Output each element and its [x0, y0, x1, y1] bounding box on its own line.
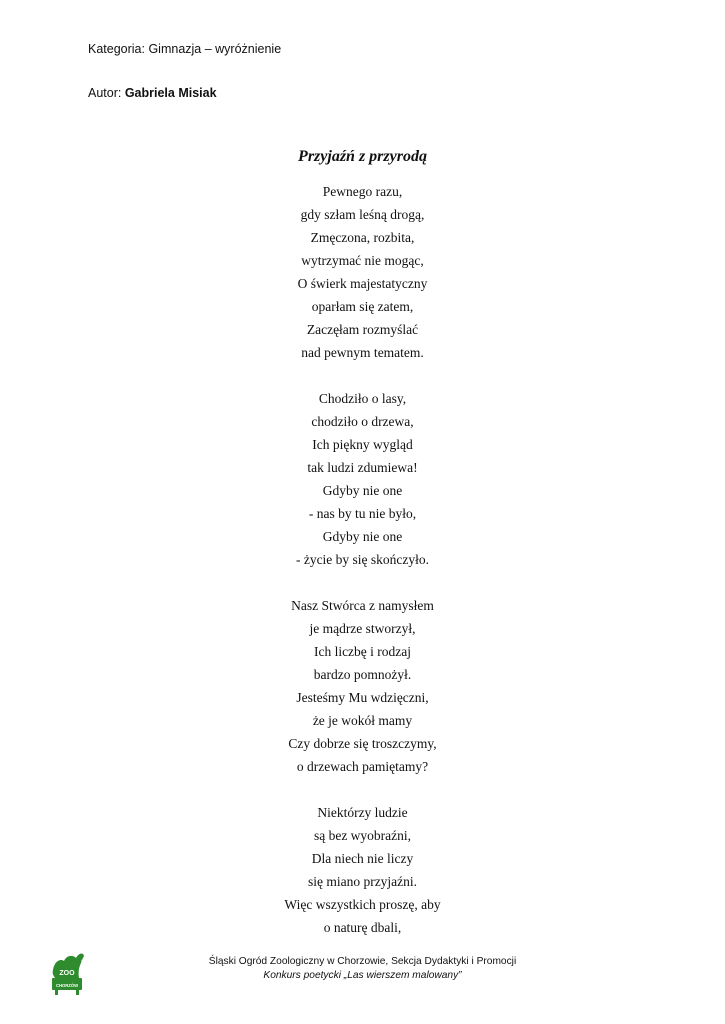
poem-line: chodziło o drzewa, [311, 414, 414, 429]
author-line [88, 86, 217, 100]
poem-line: Gdyby nie one [322, 483, 403, 498]
poem-line: o naturę dbali, [323, 920, 402, 935]
logo-text-top: ZOO [59, 970, 75, 977]
footer-contest: Konkurs poetycki „Las wierszem malowany” [263, 970, 462, 981]
poem-line: Niektórzy ludzie [317, 805, 408, 820]
author-name: Gabriela Misiak [124, 86, 217, 100]
poem-line: o drzewach pamiętamy? [296, 759, 429, 774]
poem-line: wytrzymać nie mogąc, [301, 253, 424, 268]
stanza-gap [0, 571, 725, 594]
poem-line: - nas by tu nie było, [308, 506, 417, 521]
author-label: Autor: [88, 86, 125, 100]
category-label: Kategoria: Gimnazja – wyróżnienie [88, 42, 282, 56]
poem-line: Zmęczona, rozbita, [310, 230, 415, 245]
poem-line: się miano przyjaźni. [307, 874, 418, 889]
poem-line: Dla niech nie liczy [311, 851, 414, 866]
poem-line: że je wokół mamy [312, 713, 413, 728]
poem-line: je mądrze stworzył, [309, 621, 416, 636]
poem-line: są bez wyobraźni, [313, 828, 412, 843]
stanza-gap [0, 778, 725, 801]
poem-line: - życie by się skończyło. [295, 552, 430, 567]
poem-line: Zaczęłam rozmyślać [306, 322, 419, 337]
poem-line: Ich liczbę i rodzaj [313, 644, 412, 659]
poem-body [0, 180, 725, 939]
logo-text-bottom: CHORZÓW [55, 983, 79, 988]
poem-line: bardzo pomnożył. [313, 667, 412, 682]
poem-line: oparłam się zatem, [311, 299, 414, 314]
footer [0, 955, 725, 983]
poem-line: Chodziło o lasy, [318, 391, 407, 406]
poem-line: tak ludzi zdumiewa! [307, 460, 418, 475]
poem-line: nad pewnym tematem. [301, 345, 424, 360]
poem-line: Ich piękny wygląd [312, 437, 413, 452]
footer-institution: Śląski Ogród Zoologiczny w Chorzowie, Sekcja Dydaktyki i Promocji [208, 956, 517, 967]
poem-line: Gdyby nie one [322, 529, 403, 544]
poem-line: Nasz Stwórca z namysłem [291, 598, 434, 613]
poem-line: Pewnego razu, [322, 184, 403, 199]
poem-line: Czy dobrze się troszczymy, [288, 736, 437, 751]
poem-line: gdy szłam leśną drogą, [300, 207, 425, 222]
poem-line: Więc wszystkich proszę, aby [284, 897, 441, 912]
poem-title: Przyjaźń z przyrodą [298, 148, 427, 165]
poem-line: O świerk majestatyczny [297, 276, 428, 291]
stanza-gap [0, 364, 725, 387]
poem-line: Jesteśmy Mu wdzięczni, [296, 690, 429, 705]
